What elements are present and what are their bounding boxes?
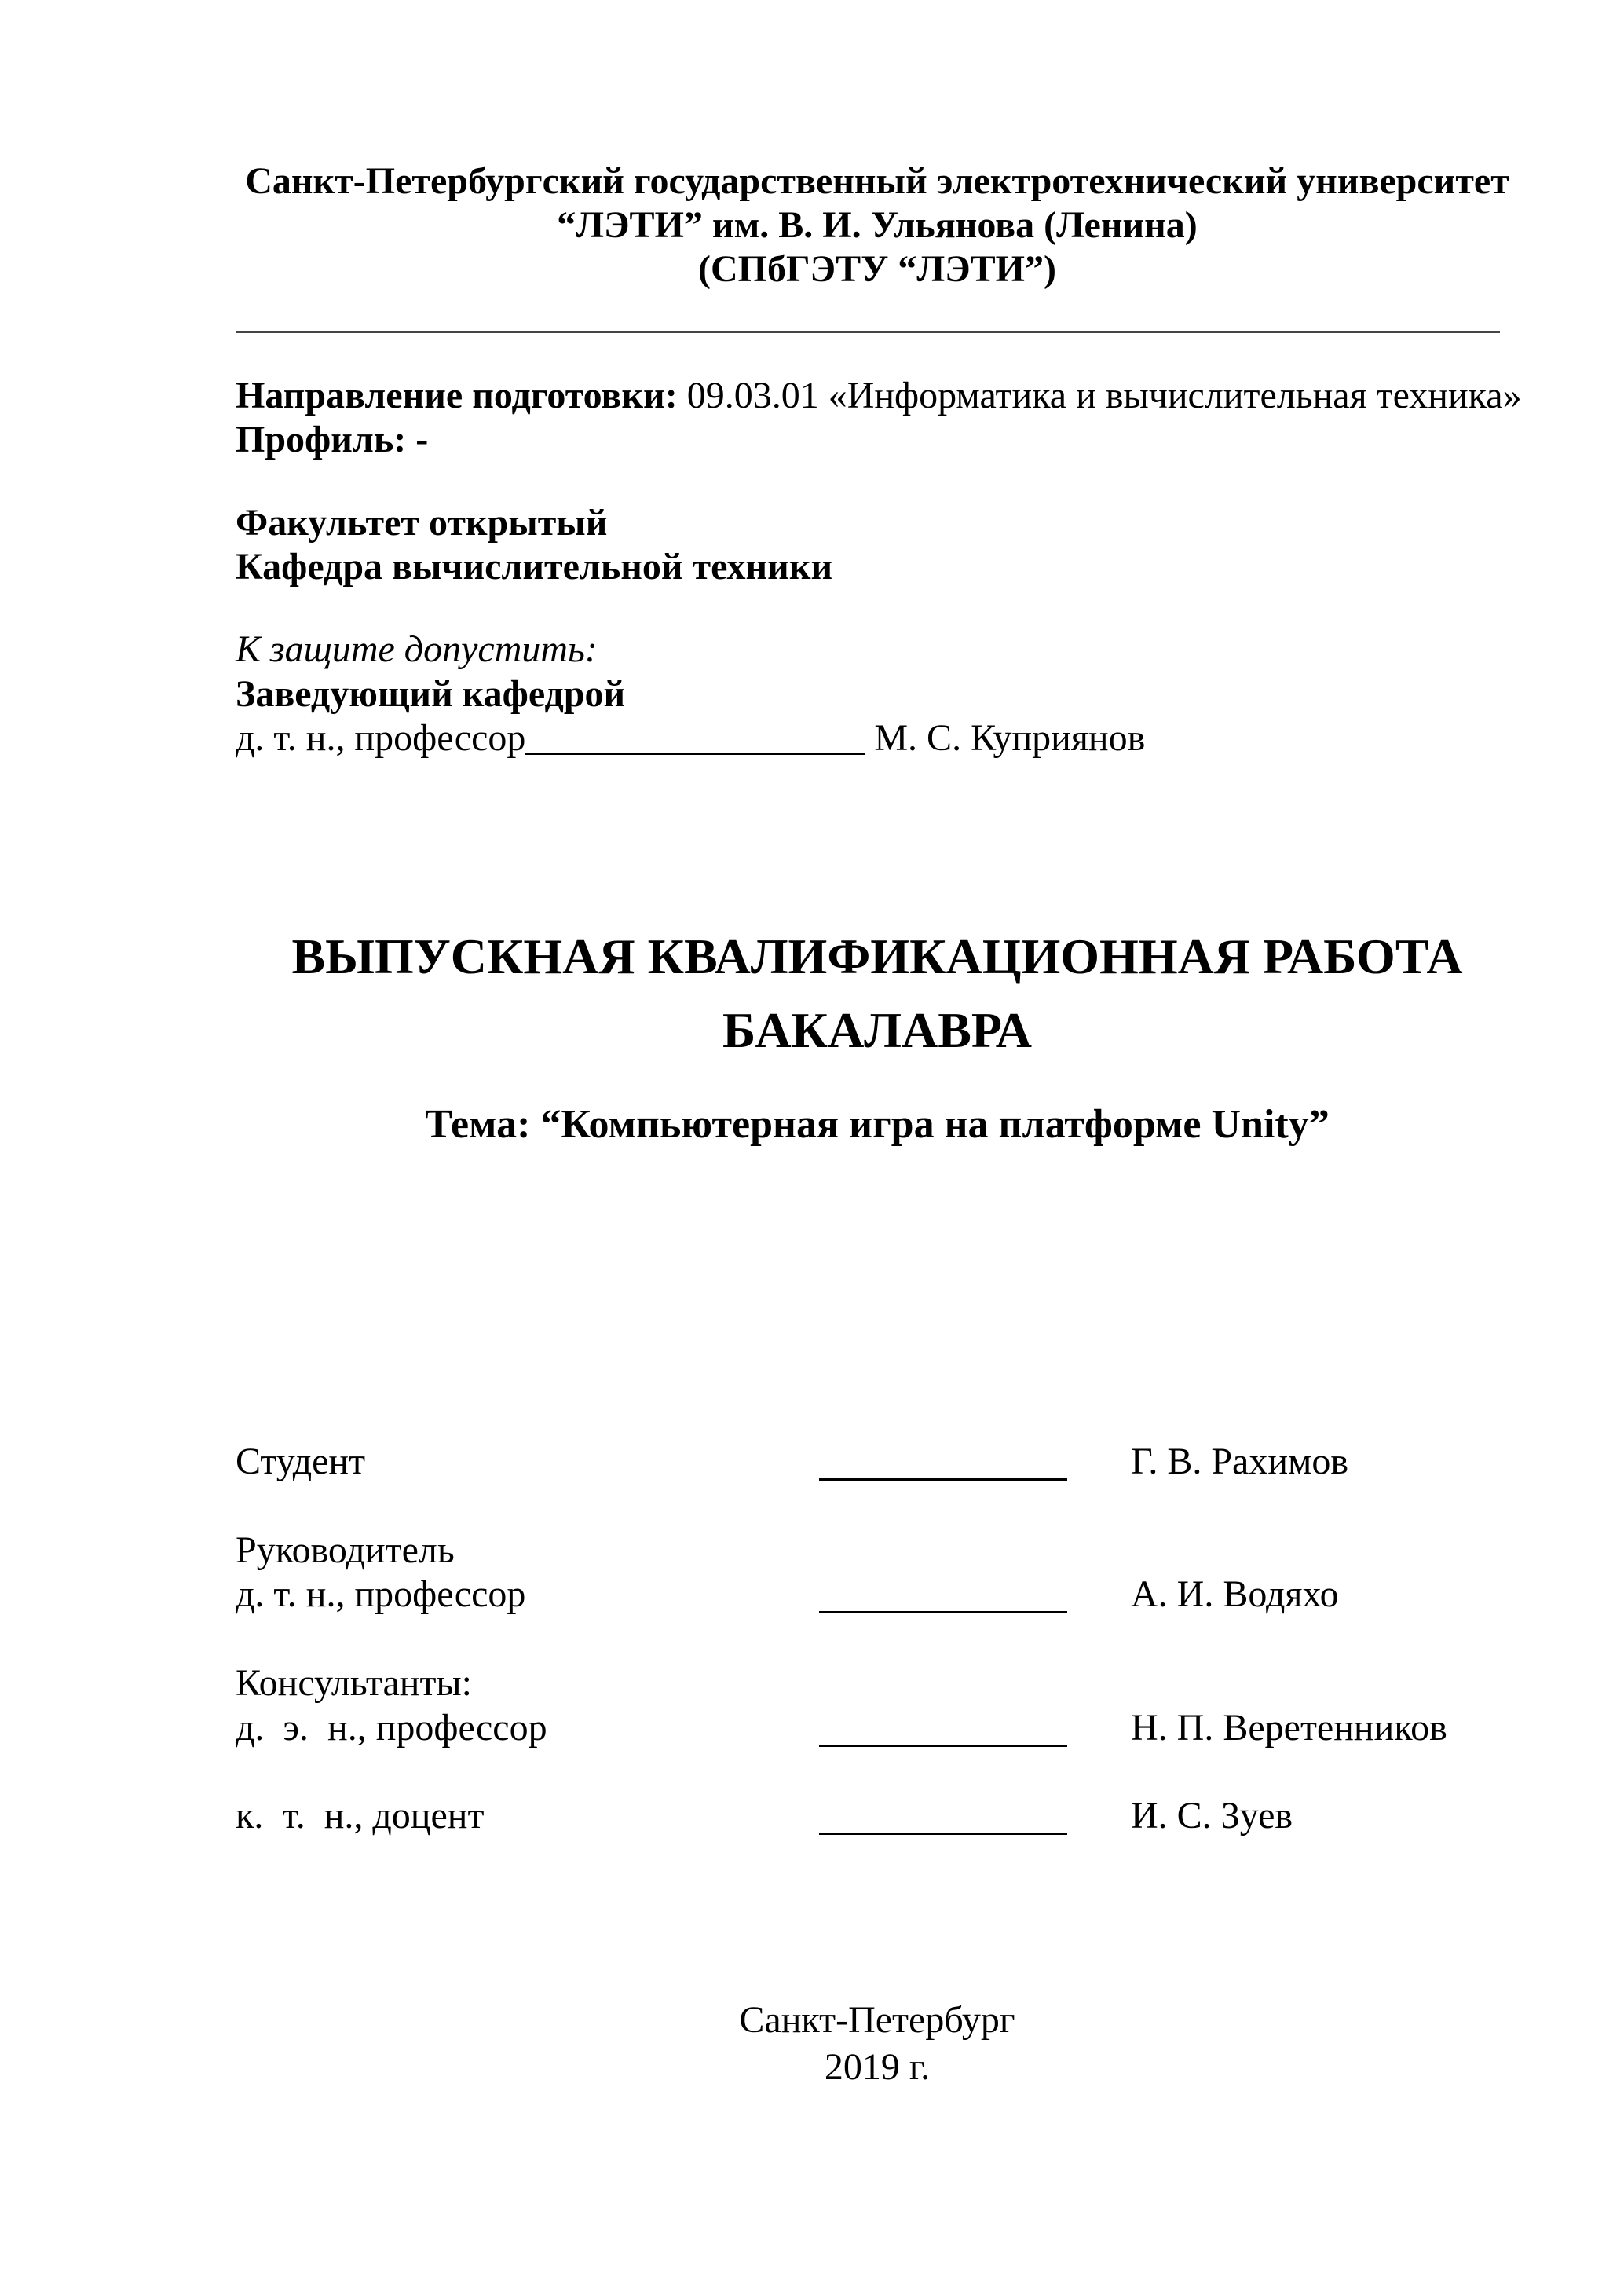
- supervisor-role: Руководитель: [236, 1529, 455, 1571]
- footer-year: 2019 г.: [824, 2046, 931, 2088]
- approval-name: М. С. Куприянов: [865, 717, 1146, 759]
- approval-signature-blank: __________________: [525, 717, 865, 759]
- supervisor-degree: д. т. н., профессор: [236, 1573, 526, 1615]
- consultant-2-degree: к. т. н., доцент: [236, 1795, 485, 1836]
- consultant-1-signature-line: [819, 1745, 1067, 1747]
- approval-role: Заведующий кафедрой: [236, 673, 626, 715]
- consultant-2-name: И. С. Зуев: [1131, 1795, 1293, 1836]
- work-theme: Тема: “Компьютерная игра на платформе Unity”: [425, 1102, 1330, 1147]
- consultants-role: Консультанты:: [236, 1662, 473, 1704]
- header-divider: [236, 331, 1500, 333]
- consultant-2-signature-line: [819, 1833, 1067, 1835]
- consultant-1-name: Н. П. Веретенников: [1131, 1707, 1447, 1749]
- direction-label: Направление подготовки:: [236, 375, 678, 416]
- work-title-line1: ВЫПУСКНАЯ КВАЛИФИКАЦИОННАЯ РАБОТА: [291, 928, 1463, 984]
- profile-value: -: [406, 419, 429, 460]
- university-abbr: (СПбГЭТУ “ЛЭТИ”): [698, 248, 1056, 290]
- direction-line: [236, 374, 1522, 418]
- work-title-line2: БАКАЛАВРА: [722, 1002, 1033, 1058]
- consultant-1-degree: д. э. н., профессор: [236, 1707, 547, 1749]
- university-name-line2: “ЛЭТИ” им. В. И. Ульянова (Ленина): [557, 204, 1198, 246]
- approval-caption: К защите допустить:: [236, 628, 598, 670]
- direction-value: 09.03.01 «Информатика и вычислительная техника»: [677, 375, 1522, 416]
- approval-degree: д. т. н., профессор: [236, 717, 526, 759]
- profile-label: Профиль:: [236, 419, 407, 460]
- footer-city: Санкт-Петербург: [739, 1999, 1015, 2041]
- faculty: Факультет открытый: [236, 502, 608, 544]
- student-signature-line: [819, 1478, 1067, 1481]
- profile-line: [236, 418, 428, 462]
- student-name: Г. В. Рахимов: [1131, 1441, 1349, 1482]
- supervisor-name: А. И. Водяхо: [1131, 1573, 1339, 1615]
- university-name: Санкт-Петербургский государственный электротехнический университет: [245, 160, 1509, 202]
- supervisor-signature-line: [819, 1611, 1067, 1613]
- approval-line: [236, 716, 1145, 760]
- department: Кафедра вычислительной техники: [236, 546, 833, 588]
- student-role: Студент: [236, 1441, 366, 1482]
